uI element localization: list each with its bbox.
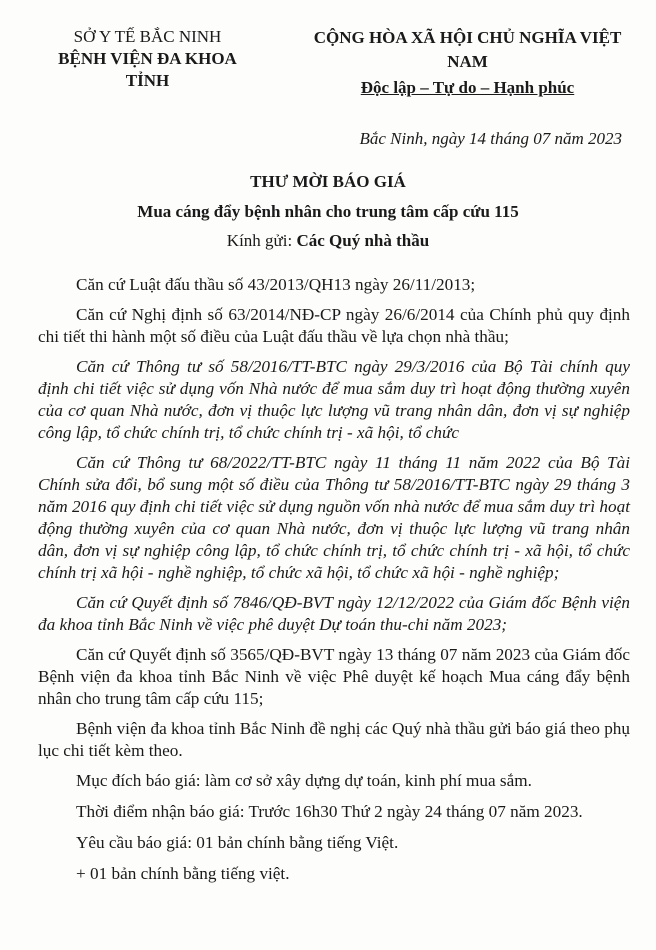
national-motto: Độc lập – Tự do – Hạnh phúc — [360, 78, 575, 97]
greeting-prefix: Kính gửi: — [226, 231, 297, 250]
paragraph-circular-58: Căn cứ Thông tư số 58/2016/TT-BTC ngày 29/3/2016 của Bộ Tài chính quy định chi tiết việc sử dụng vốn Nhà nước để mua sắm duy trì hoạt động thường xuyên của cơ quan Nhà nước, đơn vị thuộc lực lượng vũ trang nhân dân, đơn vị sự nghiệp công lập, tổ chức chính trị, tổ chức chính trị - xã hội, tổ chức — [38, 357, 630, 442]
greeting-line — [0, 231, 656, 251]
country-name: CỘNG HÒA XÃ HỘI CHỦ NGHĨA VIỆT NAM — [313, 28, 622, 71]
paragraph-law: Căn cứ Luật đấu thầu số 43/2013/QH13 ngày 26/11/2013; — [76, 275, 476, 294]
hospital-name-line2: TỈNH — [125, 71, 170, 90]
national-header — [295, 26, 640, 100]
paragraph-deadline: Thời điểm nhận báo giá: Trước 16h30 Thứ 2 ngày 24 tháng 07 năm 2023. — [76, 802, 583, 821]
paragraph-decree: Căn cứ Nghị định số 63/2014/NĐ-CP ngày 26/6/2014 của Chính phủ quy định chi tiết thi hành một số điều của Luật đấu thầu về lựa chọn nhà thầu; — [38, 305, 630, 346]
paragraph-request: Bệnh viện đa khoa tỉnh Bắc Ninh đề nghị các Quý nhà thầu gửi báo giá theo phụ lục chi tiết kèm theo. — [38, 719, 630, 760]
paragraph-decision-3565: Căn cứ Quyết định số 3565/QĐ-BVT ngày 13 tháng 07 năm 2023 của Giám đốc Bệnh viện đa khoa tỉnh Bắc Ninh về việc Phê duyệt kế hoạch Mua cáng đẩy bệnh nhân cho trung tâm cấp cứu 115; — [38, 645, 630, 708]
paragraph-circular-68: Căn cứ Thông tư 68/2022/TT-BTC ngày 11 tháng 11 năm 2022 của Bộ Tài Chính sửa đổi, bổ sung một số điều của Thông tư 58/2016/TT-BTC ngày 29 tháng 3 năm 2016 quy định chi tiết việc sử dụng nguồn vốn nhà nước để mua sắm duy trì hoạt động thường xuyên của cơ quan Nhà nước, đơn vị thuộc lực lượng vũ trang nhân dân, đơn vị sự nghiệp công lập, tổ chức chính trị, tổ chức chính trị - xã hội, tổ chức chính trị xã hội - nghề nghiệp, tổ chức xã hội, tổ chức xã hội - nghề nghiệp; — [38, 453, 630, 582]
document-body — [38, 274, 630, 893]
document-title: THƯ MỜI BÁO GIÁ — [250, 172, 406, 191]
paragraph-purpose: Mục đích báo giá: làm cơ sở xây dựng dự toán, kinh phí mua sắm. — [76, 771, 532, 790]
paragraph-decision-7846: Căn cứ Quyết định số 7846/QĐ-BVT ngày 12/12/2022 của Giám đốc Bệnh viện đa khoa tỉnh Bắc Ninh về việc phê duyệt Dự toán thu-chi năm 2023; — [38, 593, 630, 634]
place-and-date: Bắc Ninh, ngày 14 tháng 07 năm 2023 — [359, 129, 622, 148]
department-name: SỞ Y TẾ BẮC NINH — [73, 27, 222, 46]
issuing-organization — [40, 26, 255, 92]
paragraph-quote-requirement: Yêu cầu báo giá: 01 bản chính bằng tiếng Việt. — [76, 833, 399, 852]
hospital-name-line1: BỆNH VIỆN ĐA KHOA — [58, 49, 237, 68]
document-subtitle: Mua cáng đẩy bệnh nhân cho trung tâm cấp cứu 115 — [137, 202, 519, 221]
paragraph-copy-note: + 01 bản chính bằng tiếng việt. — [76, 864, 290, 883]
greeting-recipient: Các Quý nhà thầu — [296, 231, 430, 250]
